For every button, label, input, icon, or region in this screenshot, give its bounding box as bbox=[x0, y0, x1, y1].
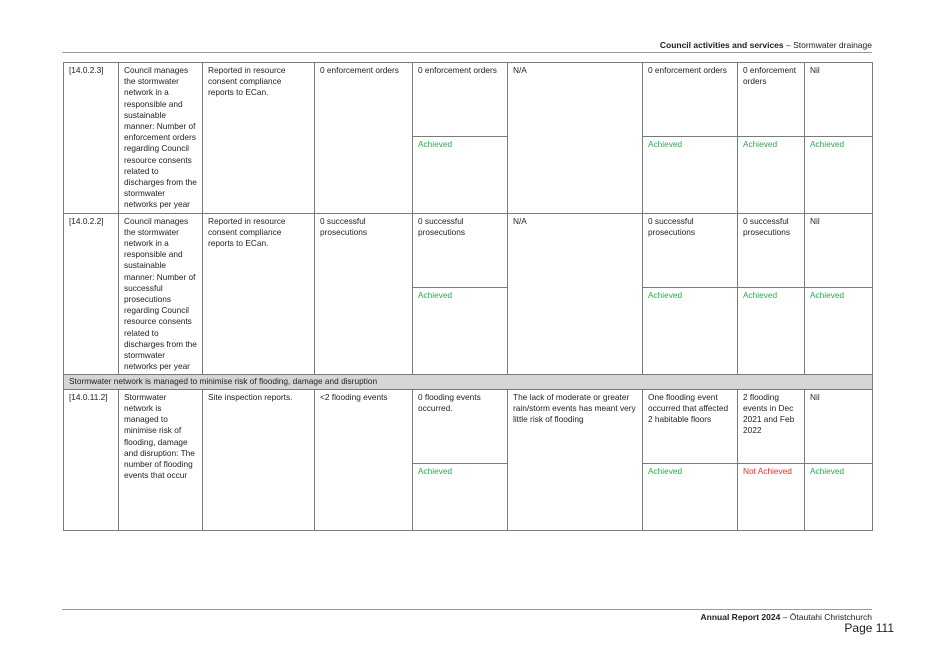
method-of-measurement: Reported in resource consent compliance reports to ECan. bbox=[203, 213, 315, 375]
level-of-service-id: [14.0.2.3] bbox=[64, 63, 119, 214]
running-header bbox=[660, 40, 872, 50]
prior-year-3-value: Nil bbox=[805, 63, 872, 137]
result-cell bbox=[413, 389, 508, 530]
prior-year-1-value: One flooding event occurred that affected 2 habitable floors bbox=[643, 390, 737, 464]
prior-year-1-cell bbox=[643, 389, 738, 530]
performance-measure: Stormwater network is managed to minimise risk of flooding, damage and disruption: The number of flooding events that occur bbox=[119, 389, 203, 530]
prior-year-3-status: Achieved bbox=[810, 465, 845, 476]
header-section-title: Council activities and services bbox=[659, 40, 784, 50]
prior-year-1-cell bbox=[643, 63, 738, 214]
prior-year-3-cell bbox=[805, 389, 873, 530]
prior-year-2-cell bbox=[738, 389, 805, 530]
result-value: 0 successful prosecutions bbox=[413, 214, 507, 288]
table-row bbox=[64, 213, 873, 375]
section-header-row bbox=[64, 375, 873, 389]
prior-year-3-cell bbox=[805, 213, 873, 375]
prior-year-2-cell bbox=[738, 213, 805, 375]
prior-year-2-status: Not Achieved bbox=[743, 465, 792, 476]
prior-year-1-status: Achieved bbox=[648, 289, 683, 300]
footer-report-title: Annual Report 2024 bbox=[700, 612, 781, 622]
target: <2 flooding events bbox=[315, 389, 413, 530]
result-value: 0 flooding events occurred. bbox=[413, 390, 507, 464]
prior-year-2-cell bbox=[738, 63, 805, 214]
prior-year-1-status: Achieved bbox=[648, 139, 683, 149]
comment: N/A bbox=[508, 63, 643, 214]
page-number: Page 111 bbox=[844, 621, 894, 635]
comment: N/A bbox=[508, 213, 643, 375]
target: 0 successful prosecutions bbox=[315, 213, 413, 375]
prior-year-1-cell bbox=[643, 213, 738, 375]
prior-year-2-status: Achieved bbox=[743, 289, 778, 300]
result-cell bbox=[413, 63, 508, 214]
section-title: Stormwater network is managed to minimise risk of flooding, damage and disruption bbox=[64, 375, 873, 389]
prior-year-3-status: Achieved bbox=[810, 289, 845, 300]
table-row bbox=[64, 389, 873, 530]
performance-measure: Council manages the stormwater network in a responsible and sustainable manner: Number of successful prosecutions regarding Council resource consents related to discharges from the stormwater networks per year bbox=[119, 213, 203, 375]
method-of-measurement: Site inspection reports. bbox=[203, 389, 315, 530]
prior-year-2-value: 2 flooding events in Dec 2021 and Feb 2022 bbox=[738, 390, 804, 464]
comment: The lack of moderate or greater rain/storm events has meant very little risk of flooding bbox=[508, 389, 643, 530]
header-divider bbox=[62, 52, 872, 53]
prior-year-2-value: 0 enforcement orders bbox=[738, 63, 804, 137]
method-of-measurement: Reported in resource consent compliance reports to ECan. bbox=[203, 63, 315, 214]
level-of-service-id: [14.0.2.2] bbox=[64, 213, 119, 375]
prior-year-3-cell bbox=[805, 63, 873, 214]
prior-year-3-value: Nil bbox=[805, 390, 872, 464]
footer-city: – Ōtautahi Christchurch bbox=[780, 612, 872, 622]
result-value: 0 enforcement orders bbox=[413, 63, 507, 137]
footer-divider bbox=[62, 609, 872, 610]
target: 0 enforcement orders bbox=[315, 63, 413, 214]
header-subtitle: – Stormwater drainage bbox=[783, 40, 872, 50]
result-status: Achieved bbox=[418, 139, 453, 149]
prior-year-1-status: Achieved bbox=[648, 465, 683, 476]
prior-year-3-status: Achieved bbox=[810, 139, 845, 149]
result-status: Achieved bbox=[418, 289, 453, 300]
prior-year-2-value: 0 successful prosecutions bbox=[738, 214, 804, 288]
performance-table bbox=[63, 62, 873, 531]
result-status: Achieved bbox=[418, 465, 453, 476]
performance-measure: Council manages the stormwater network in a responsible and sustainable manner: Number of enforcement orders regarding Council resource consents related to discharges from the stormwater networks per year bbox=[119, 63, 203, 214]
prior-year-1-value: 0 enforcement orders bbox=[643, 63, 737, 137]
prior-year-1-value: 0 successful prosecutions bbox=[643, 214, 737, 288]
table-row bbox=[64, 63, 873, 214]
level-of-service-id: [14.0.11.2] bbox=[64, 389, 119, 530]
prior-year-3-value: Nil bbox=[805, 214, 872, 288]
prior-year-2-status: Achieved bbox=[743, 139, 778, 149]
result-cell bbox=[413, 213, 508, 375]
